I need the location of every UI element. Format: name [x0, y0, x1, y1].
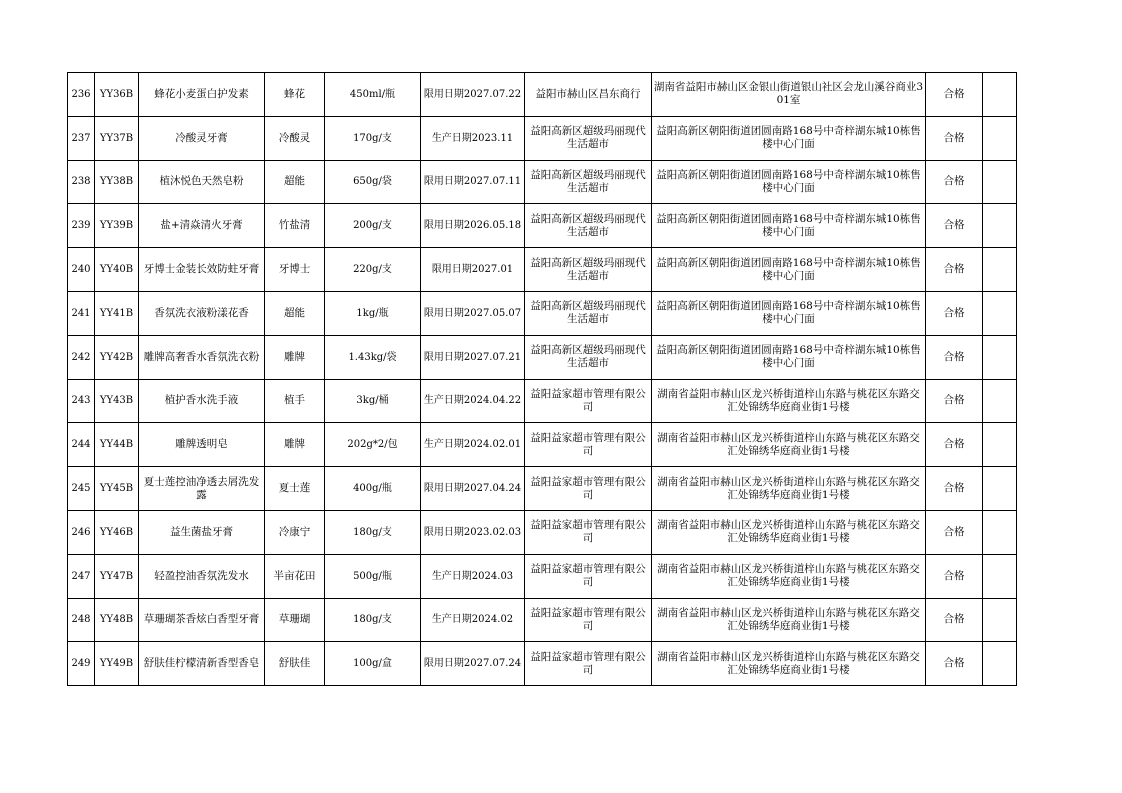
specification: 400g/瓶 [325, 467, 421, 511]
sample-code: YY49B [95, 642, 139, 686]
brand: 超能 [265, 160, 325, 204]
specification: 500g/瓶 [325, 554, 421, 598]
brand: 植手 [265, 379, 325, 423]
specification: 3kg/桶 [325, 379, 421, 423]
brand: 冷康宁 [265, 510, 325, 554]
product-name: 植沐悦色天然皂粉 [139, 160, 265, 204]
inspection-results-table [67, 72, 1017, 686]
note [983, 642, 1017, 686]
sample-code: YY36B [95, 73, 139, 117]
sample-code: YY46B [95, 510, 139, 554]
table-row [68, 554, 1017, 598]
note [983, 598, 1017, 642]
product-name: 草珊瑚茶香炫白香型牙膏 [139, 598, 265, 642]
seller-name: 益阳益家超市管理有限公司 [525, 423, 652, 467]
table-row [68, 467, 1017, 511]
seller-address: 益阳高新区朝阳街道团圆南路168号中奇梓湖东城10栋售楼中心门面 [652, 335, 926, 379]
seller-address: 湖南省益阳市赫山区龙兴桥街道梓山东路与桃花区东路交汇处锦绣华庭商业街1号楼 [652, 510, 926, 554]
sample-code: YY37B [95, 116, 139, 160]
product-name: 夏士莲控油净透去屑洗发露 [139, 467, 265, 511]
row-number: 246 [68, 510, 95, 554]
seller-address: 益阳高新区朝阳街道团圆南路168号中奇梓湖东城10栋售楼中心门面 [652, 248, 926, 292]
result: 合格 [926, 642, 983, 686]
note [983, 510, 1017, 554]
table-row [68, 73, 1017, 117]
date: 限用日期2026.05.18 [421, 204, 525, 248]
date: 限用日期2023.02.03 [421, 510, 525, 554]
seller-name: 益阳益家超市管理有限公司 [525, 598, 652, 642]
table-row [68, 598, 1017, 642]
date: 生产日期2024.02 [421, 598, 525, 642]
product-name: 舒肤佳柠檬清新香型香皂 [139, 642, 265, 686]
result: 合格 [926, 335, 983, 379]
result: 合格 [926, 160, 983, 204]
specification: 202g*2/包 [325, 423, 421, 467]
sample-code: YY44B [95, 423, 139, 467]
sample-code: YY42B [95, 335, 139, 379]
row-number: 239 [68, 204, 95, 248]
brand: 超能 [265, 291, 325, 335]
date: 限用日期2027.04.24 [421, 467, 525, 511]
date: 限用日期2027.07.24 [421, 642, 525, 686]
specification: 1.43kg/袋 [325, 335, 421, 379]
note [983, 204, 1017, 248]
row-number: 249 [68, 642, 95, 686]
seller-name: 益阳高新区超级玛丽现代生活超市 [525, 160, 652, 204]
table-row [68, 510, 1017, 554]
sample-code: YY48B [95, 598, 139, 642]
specification: 220g/支 [325, 248, 421, 292]
date: 生产日期2023.11 [421, 116, 525, 160]
table-row [68, 248, 1017, 292]
brand: 竹盐清 [265, 204, 325, 248]
table-row [68, 204, 1017, 248]
result: 合格 [926, 467, 983, 511]
row-number: 240 [68, 248, 95, 292]
table-row [68, 379, 1017, 423]
date: 生产日期2024.02.01 [421, 423, 525, 467]
date: 限用日期2027.01 [421, 248, 525, 292]
table-row [68, 642, 1017, 686]
note [983, 291, 1017, 335]
note [983, 554, 1017, 598]
specification: 180g/支 [325, 510, 421, 554]
product-name: 益生菌盐牙膏 [139, 510, 265, 554]
seller-address: 湖南省益阳市赫山区龙兴桥街道梓山东路与桃花区东路交汇处锦绣华庭商业街1号楼 [652, 467, 926, 511]
brand: 半亩花田 [265, 554, 325, 598]
row-number: 236 [68, 73, 95, 117]
product-name: 冷酸灵牙膏 [139, 116, 265, 160]
note [983, 73, 1017, 117]
note [983, 248, 1017, 292]
row-number: 238 [68, 160, 95, 204]
specification: 650g/袋 [325, 160, 421, 204]
result: 合格 [926, 291, 983, 335]
seller-address: 益阳高新区朝阳街道团圆南路168号中奇梓湖东城10栋售楼中心门面 [652, 160, 926, 204]
row-number: 248 [68, 598, 95, 642]
seller-name: 益阳益家超市管理有限公司 [525, 554, 652, 598]
row-number: 247 [68, 554, 95, 598]
seller-name: 益阳市赫山区昌东商行 [525, 73, 652, 117]
seller-name: 益阳高新区超级玛丽现代生活超市 [525, 248, 652, 292]
sample-code: YY41B [95, 291, 139, 335]
seller-name: 益阳高新区超级玛丽现代生活超市 [525, 204, 652, 248]
specification: 1kg/瓶 [325, 291, 421, 335]
sample-code: YY38B [95, 160, 139, 204]
seller-address: 湖南省益阳市赫山区龙兴桥街道梓山东路与桃花区东路交汇处锦绣华庭商业街1号楼 [652, 598, 926, 642]
row-number: 243 [68, 379, 95, 423]
brand: 蜂花 [265, 73, 325, 117]
seller-name: 益阳高新区超级玛丽现代生活超市 [525, 116, 652, 160]
brand: 雕牌 [265, 335, 325, 379]
sample-code: YY45B [95, 467, 139, 511]
brand: 冷酸灵 [265, 116, 325, 160]
table-row [68, 335, 1017, 379]
seller-name: 益阳益家超市管理有限公司 [525, 467, 652, 511]
date: 限用日期2027.07.21 [421, 335, 525, 379]
seller-name: 益阳益家超市管理有限公司 [525, 642, 652, 686]
result: 合格 [926, 510, 983, 554]
seller-name: 益阳益家超市管理有限公司 [525, 510, 652, 554]
specification: 170g/支 [325, 116, 421, 160]
row-number: 237 [68, 116, 95, 160]
product-name: 轻盈控油香氛洗发水 [139, 554, 265, 598]
seller-address: 湖南省益阳市赫山区龙兴桥街道梓山东路与桃花区东路交汇处锦绣华庭商业街1号楼 [652, 379, 926, 423]
seller-address: 益阳高新区朝阳街道团圆南路168号中奇梓湖东城10栋售楼中心门面 [652, 291, 926, 335]
product-name: 盐+清焱清火牙膏 [139, 204, 265, 248]
seller-address: 湖南省益阳市赫山区龙兴桥街道梓山东路与桃花区东路交汇处锦绣华庭商业街1号楼 [652, 554, 926, 598]
product-name: 蜂花小麦蛋白护发素 [139, 73, 265, 117]
note [983, 467, 1017, 511]
brand: 舒肤佳 [265, 642, 325, 686]
seller-name: 益阳益家超市管理有限公司 [525, 379, 652, 423]
date: 生产日期2024.04.22 [421, 379, 525, 423]
note [983, 423, 1017, 467]
brand: 雕牌 [265, 423, 325, 467]
product-name: 牙博士金装长效防蛀牙膏 [139, 248, 265, 292]
date: 限用日期2027.07.11 [421, 160, 525, 204]
table-row [68, 160, 1017, 204]
seller-name: 益阳高新区超级玛丽现代生活超市 [525, 291, 652, 335]
product-name: 香氛洗衣液粉漾花香 [139, 291, 265, 335]
sample-code: YY43B [95, 379, 139, 423]
sample-code: YY47B [95, 554, 139, 598]
note [983, 335, 1017, 379]
date: 生产日期2024.03 [421, 554, 525, 598]
seller-address: 湖南省益阳市赫山区龙兴桥街道梓山东路与桃花区东路交汇处锦绣华庭商业街1号楼 [652, 423, 926, 467]
date: 限用日期2027.07.22 [421, 73, 525, 117]
specification: 100g/盒 [325, 642, 421, 686]
sample-code: YY40B [95, 248, 139, 292]
product-name: 植护香水洗手液 [139, 379, 265, 423]
product-name: 雕牌透明皂 [139, 423, 265, 467]
brand: 夏士莲 [265, 467, 325, 511]
note [983, 160, 1017, 204]
table-row [68, 116, 1017, 160]
result: 合格 [926, 116, 983, 160]
specification: 450ml/瓶 [325, 73, 421, 117]
result: 合格 [926, 423, 983, 467]
seller-name: 益阳高新区超级玛丽现代生活超市 [525, 335, 652, 379]
table-body [68, 73, 1017, 686]
result: 合格 [926, 379, 983, 423]
product-name: 雕牌高奢香水香氛洗衣粉 [139, 335, 265, 379]
row-number: 245 [68, 467, 95, 511]
note [983, 116, 1017, 160]
row-number: 244 [68, 423, 95, 467]
seller-address: 益阳高新区朝阳街道团圆南路168号中奇梓湖东城10栋售楼中心门面 [652, 204, 926, 248]
result: 合格 [926, 204, 983, 248]
result: 合格 [926, 73, 983, 117]
specification: 200g/支 [325, 204, 421, 248]
seller-address: 湖南省益阳市赫山区龙兴桥街道梓山东路与桃花区东路交汇处锦绣华庭商业街1号楼 [652, 642, 926, 686]
seller-address: 益阳高新区朝阳街道团圆南路168号中奇梓湖东城10栋售楼中心门面 [652, 116, 926, 160]
row-number: 241 [68, 291, 95, 335]
table-row [68, 423, 1017, 467]
row-number: 242 [68, 335, 95, 379]
result: 合格 [926, 248, 983, 292]
sample-code: YY39B [95, 204, 139, 248]
result: 合格 [926, 598, 983, 642]
brand: 牙博士 [265, 248, 325, 292]
note [983, 379, 1017, 423]
result: 合格 [926, 554, 983, 598]
specification: 180g/支 [325, 598, 421, 642]
table-row [68, 291, 1017, 335]
date: 限用日期2027.05.07 [421, 291, 525, 335]
brand: 草珊瑚 [265, 598, 325, 642]
seller-address: 湖南省益阳市赫山区金银山街道银山社区会龙山溪谷商业301室 [652, 73, 926, 117]
